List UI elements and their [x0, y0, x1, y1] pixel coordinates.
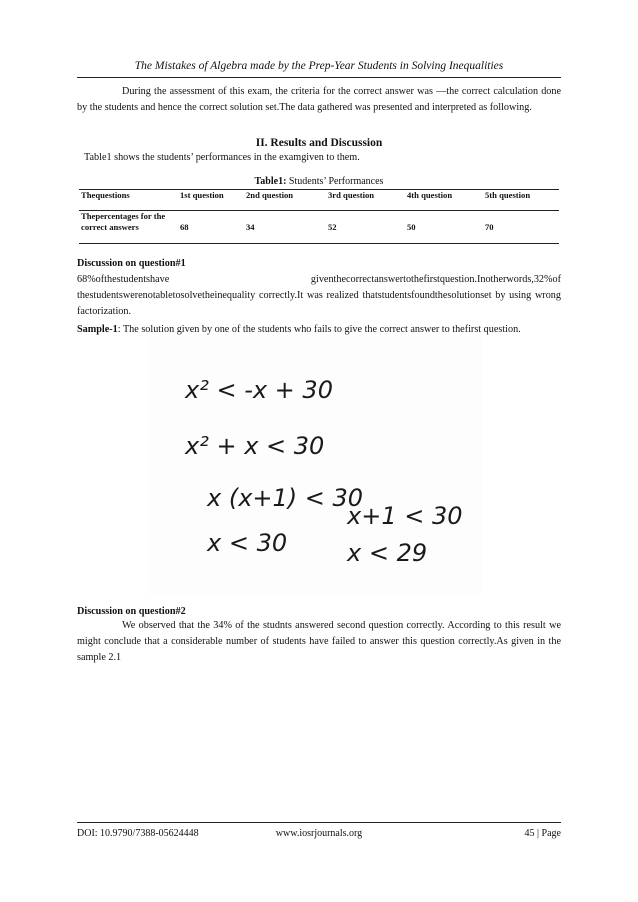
sample1-text: : The solution given by one of the students who fails to give the correct answer to thefirst question.: [117, 324, 521, 335]
table-caption-label: Table1:: [254, 176, 287, 187]
discussion2-heading: Discussion on question#2: [77, 606, 186, 617]
table-header-cell: 4th question: [407, 190, 453, 200]
handwriting-line: x < 30: [207, 529, 288, 557]
table-cell: 52: [328, 222, 337, 232]
running-head: The Mistakes of Algebra made by the Prep-Year Students in Solving Inequalities: [134, 60, 504, 72]
table-header-cell: 3rd question: [328, 190, 375, 200]
handwritten-solution-svg: [147, 336, 482, 594]
discussion1-text-b: giventhecorrectanswertothefirstquestion.Inotherwords,32%of: [310, 274, 561, 285]
footer-page: 45 | Page: [524, 828, 561, 839]
intro-paragraph: During the assessment of this exam, the criteria for the correct answer was ―the correct calculation done by the students and hence the correct solution set.The data gathered was presented and interpreted as following.: [77, 86, 561, 113]
table-header-cell: 1st question: [180, 190, 224, 200]
footer-doi: DOI: 10.9790/7388-05624448: [77, 828, 199, 839]
table-row-label: Thepercentages for the correct answers: [81, 211, 166, 232]
table-cell: 34: [246, 222, 255, 232]
header-rule: [77, 77, 561, 78]
table-cell: 50: [407, 222, 416, 232]
table-header-cell: 2nd question: [246, 190, 294, 200]
handwriting-line: x+1 < 30: [347, 502, 463, 530]
section-heading: II. Results and Discussion: [255, 137, 383, 149]
handwriting-line: x (x+1) < 30: [207, 484, 364, 512]
table-caption-text: Students’ Performances: [286, 176, 384, 187]
performance-table: [79, 189, 559, 244]
table-intro: Table1 shows the students’ performances in the examgiven to them.: [84, 152, 360, 163]
handwriting-line: x < 29: [347, 539, 428, 567]
footer-site: www.iosrjournals.org: [275, 828, 363, 839]
table-caption: [0, 176, 638, 187]
sample1-label: Sample-1: [77, 324, 118, 335]
handwriting-line: x² + x < 30: [185, 432, 325, 460]
table-cell: 68: [180, 222, 189, 232]
table-header-cell: Thequestions: [81, 190, 130, 200]
discussion1-heading: Discussion on question#1: [77, 258, 186, 269]
table-cell: 70: [485, 222, 494, 232]
table-row: [79, 211, 559, 244]
handwriting-line: x² < -x + 30: [185, 376, 333, 404]
discussion1-text-a: 68%ofthestudentshave: [77, 274, 170, 285]
discussion2-text: We observed that the 34% of the studnts answered second question correctly. According to this result we might conclude that a considerable number of students have failed to answer this question correctly.As given in the sample 2.1: [77, 620, 561, 663]
discussion1-text: thestudentswerenotabletosolvetheinequality correctly.It was realized thatstudentsfoundthesolutionset by using wrong factorization.: [77, 290, 561, 317]
footer-rule: [77, 822, 561, 823]
handwritten-solution-image: [147, 336, 482, 594]
table-header-row: [79, 190, 559, 211]
discussion1-line1: [77, 272, 561, 288]
table-header-cell: 5th question: [485, 190, 531, 200]
